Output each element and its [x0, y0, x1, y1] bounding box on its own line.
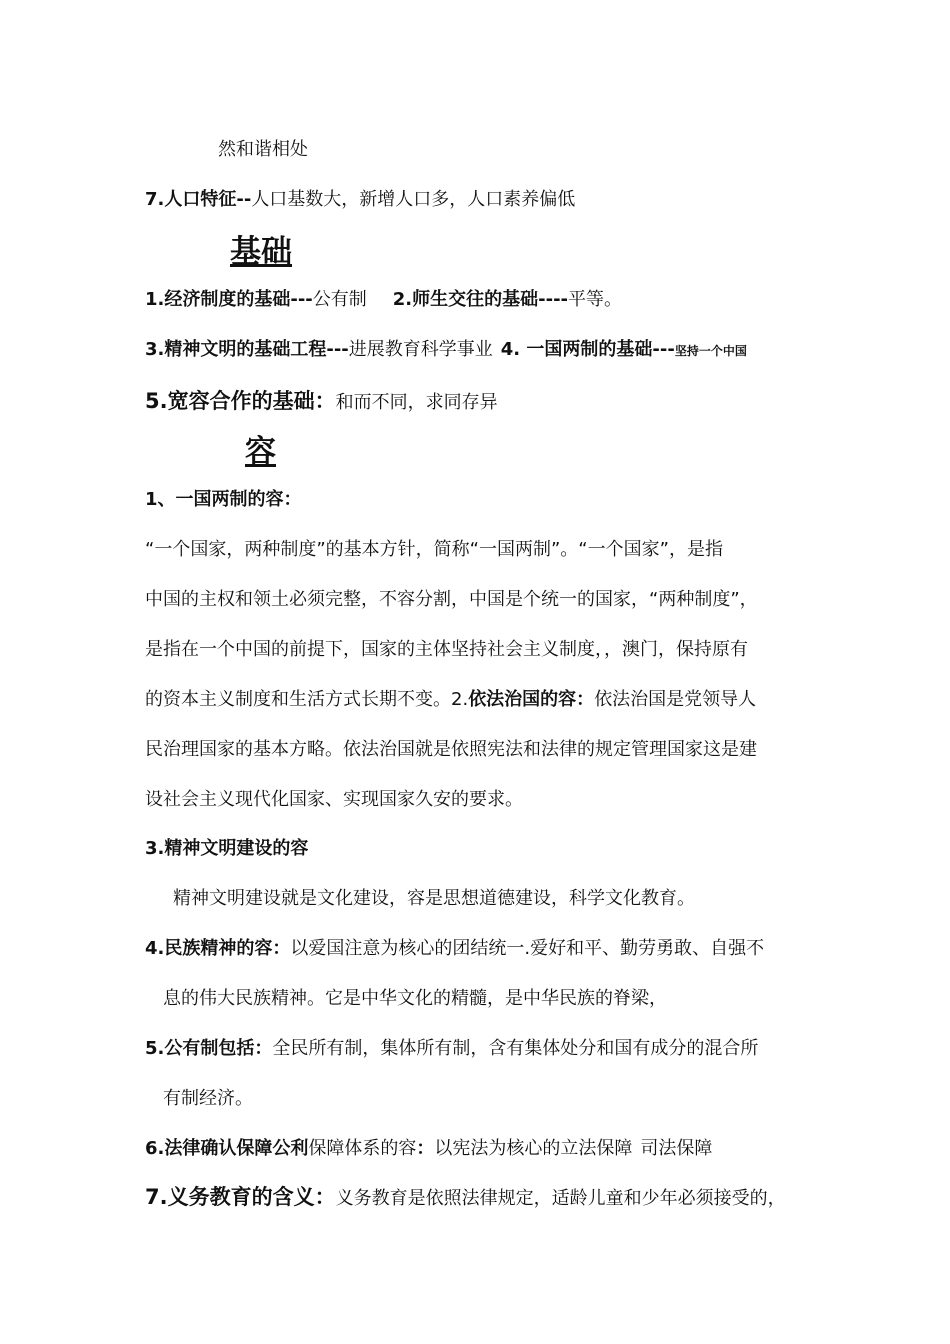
section-one-country-two-systems: 1、一国两制的容： [145, 489, 302, 510]
population-feature-line: 7.人口特征--人口基数大，新增人口多，人口素养偏低 [145, 189, 576, 210]
paragraph-line: 设社会主义现代化国家、实现国家久安的要求。 [145, 789, 523, 810]
section-legal-guarantee: 6.法律确认保障公利保障体系的容：以宪法为核心的立法保障 司法保障 [145, 1138, 713, 1159]
foundation-line-3: 5.宽容合作的基础：和而不同，求同存异 [145, 389, 498, 413]
public-ownership-continued: 有制经济。 [163, 1088, 253, 1109]
foundation-line-2: 3.精神文明的基础工程---进展教育科学事业 4. 一国两制的基础---坚持一个中国 [145, 339, 747, 360]
spiritual-civilization-text: 精神文明建设就是文化建设，容是思想道德建设，科学文化教育。 [173, 888, 695, 909]
heading-jichu: 基础 [230, 234, 292, 270]
paragraph-line: “一个国家，两种制度”的基本方针，简称“一国两制”。“一个国家”，是指 [145, 539, 723, 560]
section-spiritual-civilization: 3.精神文明建设的容 [145, 838, 309, 859]
foundation-line-1: 1.经济制度的基础---公有制 2.师生交往的基础----平等。 [145, 289, 623, 310]
paragraph-line: 是指在一个中国的前提下，国家的主体坚持社会主义制度，，澳门，保持原有 [145, 639, 748, 660]
section-public-ownership: 5.公有制包括：全民所有制，集体所有制，含有集体处分和国有成分的混合所 [145, 1038, 759, 1059]
paragraph-line: 中国的主权和领土必须完整，不容分割，中国是个统一的国家，“两种制度”， [145, 589, 758, 610]
paragraph-line: 的资本主义制度和生活方式长期不变。2.依法治国的容：依法治国是党领导人 [145, 689, 757, 710]
section-compulsory-education: 7.义务教育的含义：义务教育是依照法律规定，适龄儿童和少年必须接受的， [145, 1185, 786, 1209]
section-national-spirit: 4.民族精神的容：以爱国注意为核心的团结统一.爱好和平、勤劳勇敢、自强不 [145, 938, 765, 959]
national-spirit-continued: 息的伟大民族精神。它是中华文化的精髓，是中华民族的脊梁， [163, 988, 667, 1009]
paragraph-line: 民治理国家的基本方略。依法治国就是依照宪法和法律的规定管理国家这是建 [145, 739, 757, 760]
population-feature-label: 7.人口特征-- [145, 189, 252, 210]
heading-rong: 容 [245, 434, 276, 470]
continued-text: 然和谐相处 [218, 139, 308, 160]
